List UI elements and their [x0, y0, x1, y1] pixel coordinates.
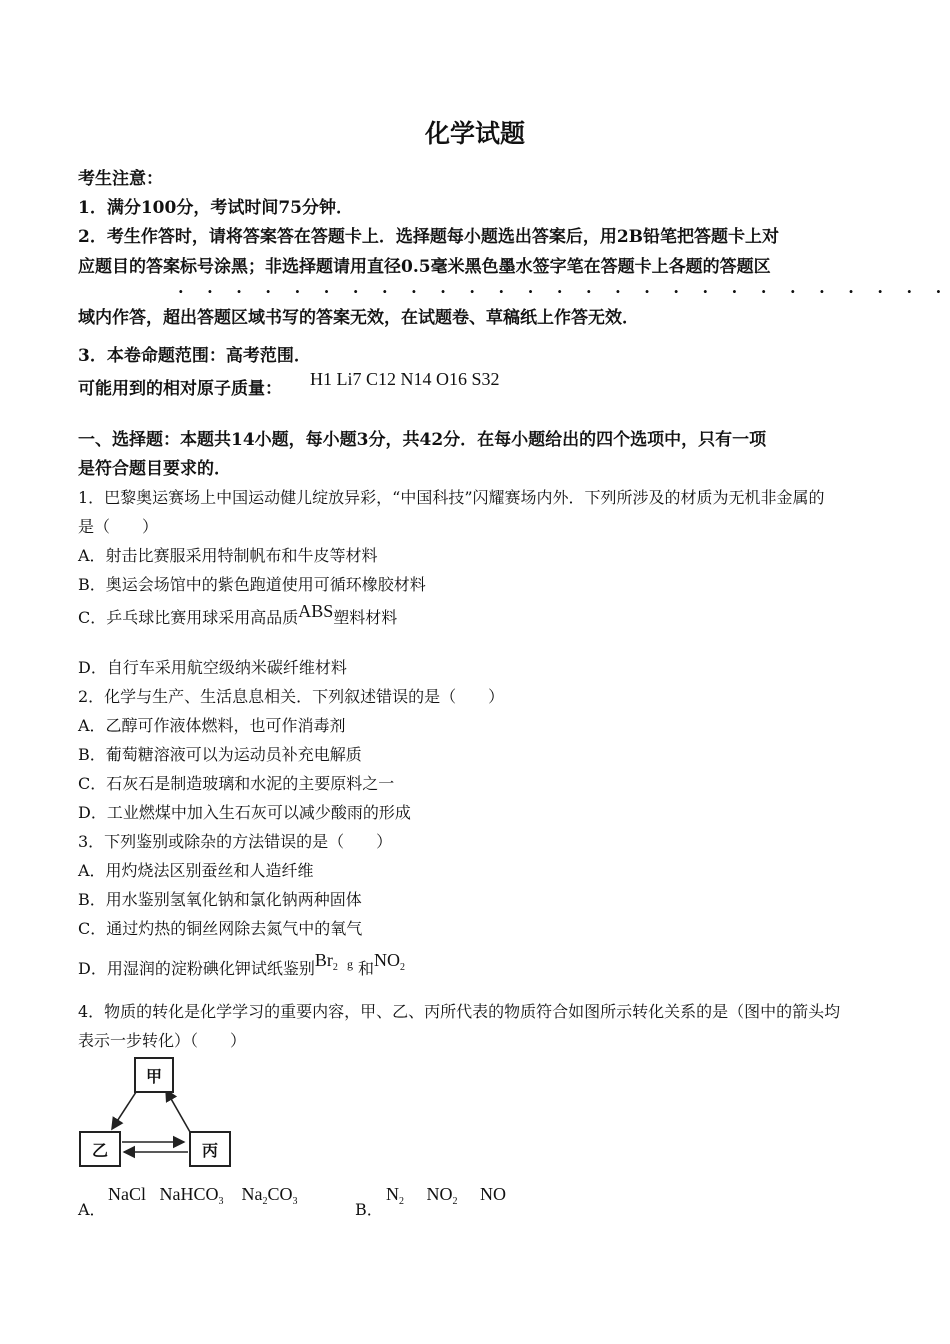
- atomic-mass-values: H1 Li7 C12 N14 O16 S32: [310, 369, 500, 389]
- q1-option-c: [78, 601, 398, 628]
- no-formula: NO: [480, 1184, 506, 1204]
- q2-option-a: A．乙醇可作液体燃料，也可作消毒剂: [78, 716, 346, 735]
- notice-item: 应题目的答案标号涂黑；非选择题请用直径0.5毫米黑色墨水签字笔在答题卡上各题的答题区: [78, 257, 771, 277]
- n2-subscript: 2: [399, 1196, 404, 1207]
- no2-symbol-b: NO: [426, 1184, 453, 1204]
- atomic-mass-label: 可能用到的相对原子质量：: [78, 379, 282, 399]
- nacl-formula: NaCl: [108, 1184, 146, 1204]
- q1-stem: 1．巴黎奥运赛场上中国运动健儿绽放异彩，“中国科技”闪耀赛场内外．下列所涉及的材质为无机非金属的: [78, 488, 825, 507]
- q3-option-d: [78, 950, 406, 979]
- na2co3-co-subscript: 3: [292, 1196, 298, 1207]
- q3-option-c: C．通过灼热的铜丝网除去氮气中的氧气: [78, 919, 363, 938]
- q1-option-b: B．奥运会场馆中的紫色跑道使用可循环橡胶材料: [78, 575, 426, 594]
- notice-item: 1．满分100分，考试时间75分钟．: [78, 198, 353, 218]
- na2co3-formula: [241, 1184, 298, 1207]
- no2-subscript-b: 2: [452, 1196, 458, 1207]
- emphasis-dots: . . . . . . . . . . . . . . . . . . . . . . . . . . .: [178, 278, 950, 297]
- notice-item: 2．考生作答时，请将答案答在答题卡上．选择题每小题选出答案后，用2B铅笔把答题卡上对: [78, 227, 780, 247]
- no2-symbol: NO: [374, 950, 401, 970]
- q2-option-b: B．葡萄糖溶液可以为运动员补充电解质: [78, 745, 362, 764]
- n2-formula: [386, 1184, 404, 1207]
- no2-subscript: 2: [400, 962, 406, 973]
- q4-stem: 4．物质的转化是化学学习的重要内容，甲、乙、丙所代表的物质符合如图所示转化关系的是（图中的箭头均: [78, 1002, 841, 1021]
- q2-stem: 2．化学与生产、生活息息相关．下列叙述错误的是（ ）: [78, 687, 505, 706]
- section-heading-cont: 是符合题目要求的．: [78, 459, 231, 479]
- no2-formula: [374, 950, 406, 973]
- n2-symbol: N: [386, 1184, 399, 1204]
- and-word: 和: [358, 959, 375, 978]
- br2-subscript: 2: [332, 962, 338, 973]
- br2-formula: [314, 950, 338, 973]
- arrow-jia-to-yi: [112, 1089, 138, 1129]
- q1-option-a: A．射击比赛服采用特制帆布和牛皮等材料: [78, 546, 378, 565]
- notice-heading: 考生注意：: [78, 169, 163, 189]
- q3-option-d-text: D．用湿润的淀粉碘化钾试纸鉴别: [78, 959, 315, 978]
- diagram-node-bing: 丙: [189, 1131, 231, 1167]
- no2-formula-b: [426, 1184, 458, 1207]
- q1-stem-cont: 是（ ）: [78, 517, 159, 536]
- br2-symbol: Br: [314, 950, 333, 970]
- abs-formula: ABS: [298, 601, 334, 621]
- q4-stem-cont: 表示一步转化）（ ）: [78, 1031, 247, 1050]
- nahco3-subscript: 3: [218, 1196, 224, 1207]
- q1-option-c-text: C．乒乓球比赛用球采用高品质: [78, 608, 299, 627]
- diagram-node-yi: 乙: [79, 1131, 121, 1167]
- na2co3-na: Na: [241, 1184, 263, 1204]
- q2-option-d: D．工业燃煤中加入生石灰可以减少酸雨的形成: [78, 803, 411, 822]
- section-heading: 一、选择题：本题共14小题，每小题3分，共42分．在每小题给出的四个选项中，只有一项: [78, 430, 767, 450]
- nahco3-symbol: NaHCO: [159, 1184, 219, 1204]
- q3-option-a: A．用灼烧法区别蚕丝和人造纤维: [78, 861, 314, 880]
- diagram-node-jia: 甲: [134, 1057, 174, 1093]
- q3-stem: 3．下列鉴别或除杂的方法错误的是（ ）: [78, 832, 393, 851]
- na2co3-co: CO: [267, 1184, 293, 1204]
- q4-option-b-label: B．: [355, 1200, 383, 1219]
- page-title: 化学试题: [424, 119, 525, 148]
- notice-item: 域内作答，超出答题区域书写的答案无效，在试题卷、草稿纸上作答无效．: [78, 308, 639, 328]
- q3-option-b: B．用水鉴别氢氧化钠和氯化钠两种固体: [78, 890, 362, 909]
- arrow-bing-to-jia: [166, 1090, 190, 1132]
- q4-option-a-label: A．: [78, 1200, 106, 1219]
- nahco3-formula: [159, 1184, 224, 1207]
- gas-label: g: [346, 957, 353, 971]
- na2co3-na-subscript: 2: [262, 1196, 268, 1207]
- q2-option-c: C．石灰石是制造玻璃和水泥的主要原料之一: [78, 774, 395, 793]
- notice-item: 3．本卷命题范围：高考范围．: [78, 346, 311, 366]
- q4-option-b-formulas: [386, 1184, 506, 1205]
- q4-option-a-formulas: [108, 1184, 298, 1205]
- q1-option-d: D．自行车采用航空级纳米碳纤维材料: [78, 658, 347, 677]
- q1-option-c-tail: 塑料材料: [333, 608, 398, 627]
